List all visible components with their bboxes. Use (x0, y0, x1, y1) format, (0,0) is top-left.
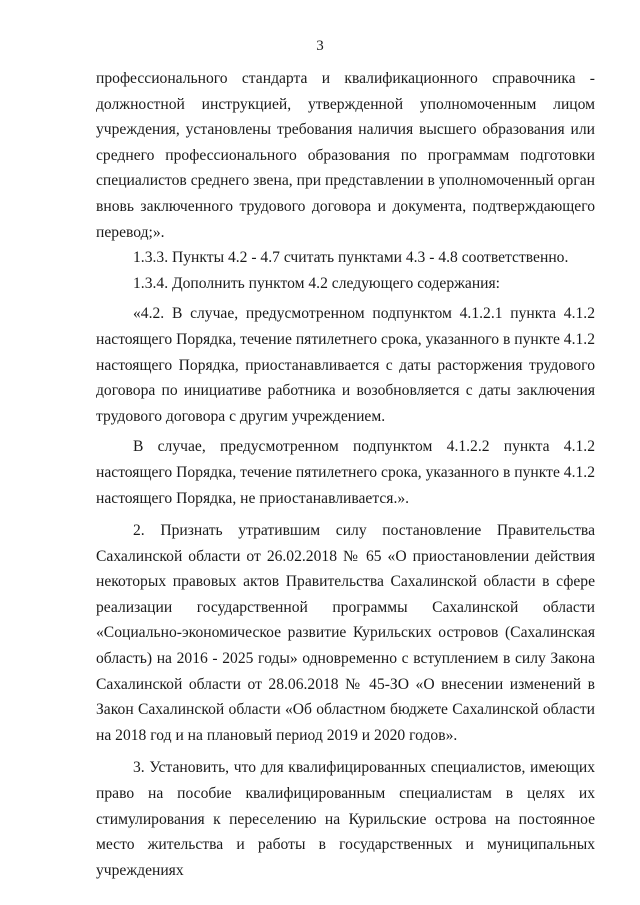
paragraph-item-3: 3. Установить, что для квалифицированных специалистов, имеющих право на пособие квалифицированным специалистам в целях их стимулирования к переселению на Курильские острова на постоянное место жительства и работы в государственных и муниципальных учреждениях (96, 759, 595, 879)
page-number: 3 (316, 38, 324, 54)
paragraph-1-3-3: 1.3.3. Пункты 4.2 - 4.7 считать пунктами 4.3 - 4.8 соответственно. (133, 249, 569, 267)
paragraph-4-2-quote: «4.2. В случае, предусмотренном подпунктом 4.1.2.1 пункта 4.1.2 настоящего Порядка, течение пятилетнего срока, указанного в пункте 4.1.2 настоящего Порядка, приостанавливается с даты расторжения трудового договора по инициативе работника и возобновляется с даты заключения трудового договора с другим учреждением. (96, 305, 595, 425)
paragraph-4-2-second: В случае, предусмотренном подпунктом 4.1.2.2 пункта 4.1.2 настоящего Порядка, течение пятилетнего срока, указанного в пункте 4.1.2 настоящего Порядка, не приостанавливается.». (96, 438, 595, 507)
paragraph-1-3-4: 1.3.4. Дополнить пунктом 4.2 следующего содержания: (133, 274, 501, 292)
paragraph-continuation: профессионального стандарта и квалификационного справочника - должностной инструкцией, утвержденной уполномоченным лицом учреждения, установлены требования наличия высшего образования или среднего профессионального образования по программам подготовки специалистов среднего звена, при представлении в уполномоченный орган вновь заключенного трудового договора и документа, подтверждающего перевод;». (96, 70, 595, 241)
document-body (96, 66, 595, 883)
paragraph-item-2: 2. Признать утратившим силу постановление Правительства Сахалинской области от 26.02.2018 № 65 «О приостановлении действия некоторых правовых актов Правительства Сахалинской области в сфере реализации государственной программы Сахалинской области «Социально-экономическое развитие Курильских островов (Сахалинская область) на 2016 - 2025 годы» одновременно с вступлением в силу Закона Сахалинской области от 28.06.2018 № 45-ЗО «О внесении изменений в Закон Сахалинской области «Об областном бюджете Сахалинской области на 2018 год и на плановый период 2019 и 2020 годов». (96, 522, 595, 744)
